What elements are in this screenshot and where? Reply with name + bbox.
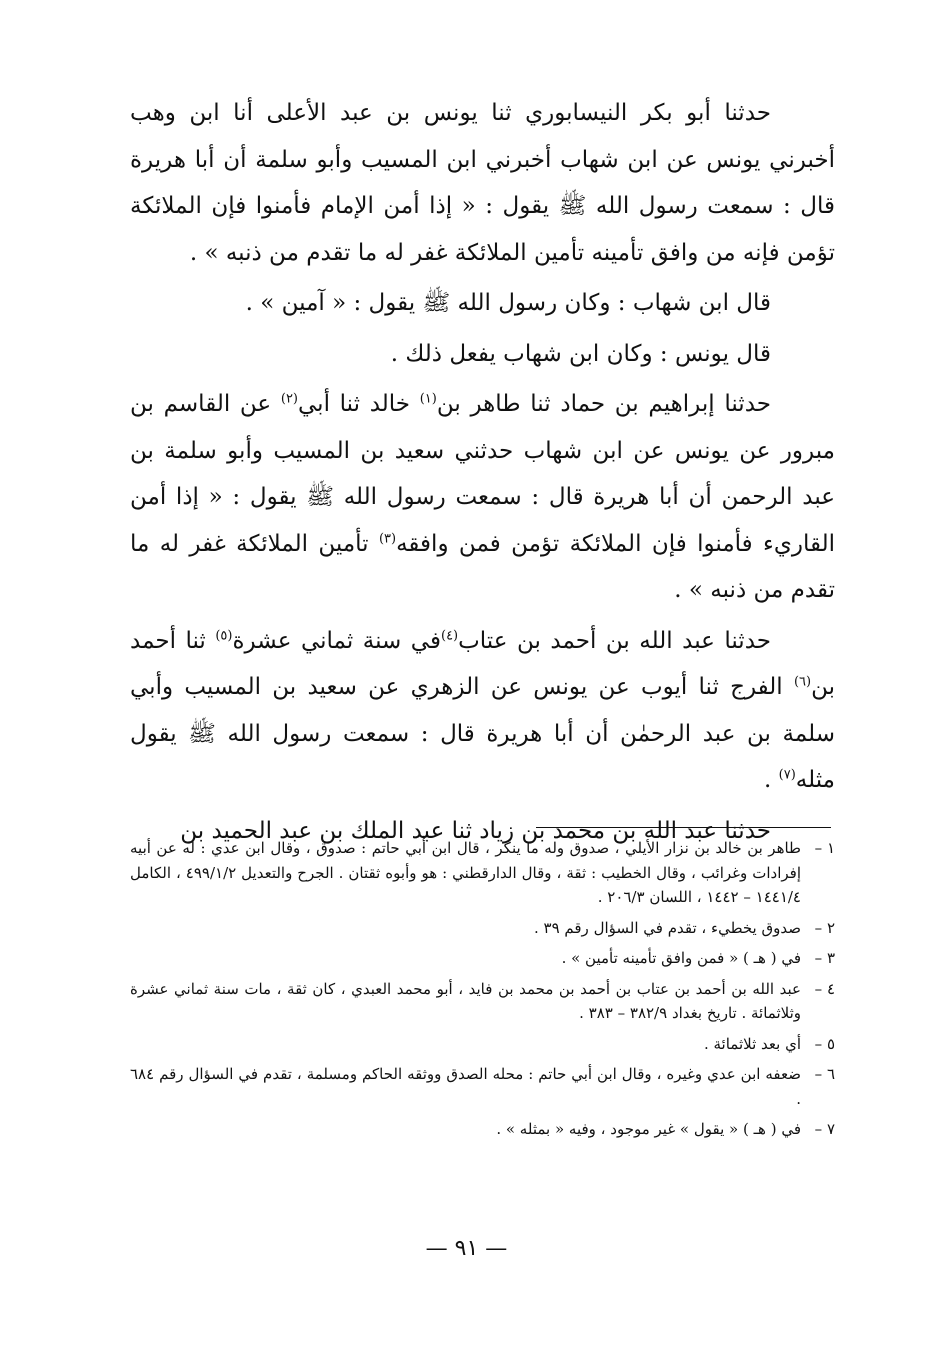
footnote-text: ضعفه ابن عدي وغيره ، وقال ابن أبي حاتم : محله الصدق ووثقه الحاكم ومسلمة ، تقدم في السؤال رقم ٦٨٤ .	[130, 1065, 801, 1108]
footnote-ref-2: (٢)	[280, 391, 298, 407]
footnote-ref-3: (٣)	[378, 530, 397, 546]
main-text	[130, 90, 835, 858]
paragraph-4-text: خالد ثنا أبي	[298, 391, 420, 417]
paragraph-4	[130, 381, 835, 614]
footnote-ref-7: (٧)	[778, 767, 796, 783]
footnote-text: في ( هـ ) « فمن وافق تأمينه تأمين » .	[561, 949, 801, 967]
footnote-number: ٣ –	[814, 949, 835, 967]
paragraph-2: قال ابن شهاب : وكان رسول الله ﷺ يقول : « آمين » .	[245, 290, 771, 316]
paragraph-5-text: ثنا أحمد بن	[130, 627, 835, 700]
footnote-number: ٧ –	[814, 1120, 835, 1138]
footnote-3	[130, 946, 835, 971]
footnote-separator	[536, 827, 831, 828]
paragraph-5	[130, 618, 835, 804]
footnote-ref-4: (٤)	[440, 627, 459, 643]
paragraph-4-text: تأمين الملائكة غفر له ما تقدم من ذنبه » .	[130, 530, 835, 603]
paragraph-5-text: حدثنا عبد الله بن أحمد بن عتاب	[458, 627, 772, 654]
footnote-number: ١ –	[814, 839, 835, 857]
paragraph-5-text: .	[764, 767, 779, 793]
paragraph-1: حدثنا أبو بكر النيسابوري ثنا يونس بن عبد الأعلى أنا ابن وهب أخبرني يونس عن ابن شهاب أخبرني ابن المسيب وأبو سلمة أن أبا هريرة قال : سمعت رسول الله ﷺ يقول : « إذا أمن الإمام فأمنوا فإن الملائكة تؤمن فإنه من وافق تأمينه تأمين الملائكة غفر له ما تقدم من ذنبه » .	[130, 100, 835, 266]
paragraph-4-text: عن القاسم بن مبرور عن يونس عن ابن شهاب حدثني سعيد بن المسيب وأبو سلمة بن عبد الرحمن أن أبا هريرة قال : سمعت رسول الله ﷺ يقول : « إذا أمن القاريء فأمنوا فإن الملائكة تؤمن فمن وافقه	[130, 391, 835, 557]
footnote-ref-5: (٥)	[215, 627, 233, 643]
page-number: — ٩١ —	[425, 1236, 508, 1261]
footnote-number: ٥ –	[814, 1034, 835, 1053]
footnote-7	[130, 1117, 835, 1142]
footnote-number: ٤ –	[814, 979, 835, 998]
footnote-1	[130, 836, 835, 910]
footnote-text: عبد الله بن أحمد بن عتاب بن أحمد بن محمد بن فايد ، أبو محمد العبدي ، كان ثقة ، مات سنة ثماني عشرة وثلاثمائة . تاريخ بغداد ٣٨٢/٩ – ٣٨٣ .	[130, 979, 801, 1022]
footnote-number: ٦ –	[814, 1065, 835, 1083]
footnote-text: أي بعد ثلاثمائة .	[703, 1034, 801, 1053]
footnote-4	[130, 977, 835, 1026]
footnote-ref-6: (٦)	[793, 674, 812, 690]
footnote-text: صدوق يخطيء ، تقدم في السؤال رقم ٣٩ .	[533, 918, 801, 937]
paragraph-5-text: في سنة ثماني عشرة	[232, 627, 441, 654]
footnote-number: ٢ –	[814, 918, 835, 937]
footnote-text: في ( هـ ) « يقول » غير موجود ، وفيه « بمثله » .	[496, 1120, 801, 1138]
paragraph-5-text: الفرج ثنا أيوب عن يونس عن الزهري عن سعيد بن المسيب وأبي سلمة بن عبد الرحمٰن أن أبا هريرة قال : سمعت رسول الله ﷺ يقول مثله	[130, 674, 835, 793]
footnote-6	[130, 1062, 835, 1111]
footnote-5	[130, 1032, 835, 1057]
footnotes	[130, 836, 835, 1148]
paragraph-3: قال يونس : وكان ابن شهاب يفعل ذلك .	[390, 340, 771, 367]
footnote-ref-1: (١)	[419, 391, 437, 407]
paragraph-4-text: حدثنا إبراهيم بن حماد ثنا طاهر بن	[436, 391, 771, 417]
footnote-2	[130, 916, 835, 941]
paragraph-6: حدثنا عبد الله بن محمد بن زياد ثنا عبد الملك بن عبد الحميد بن	[180, 817, 771, 844]
footnote-text: طاهر بن خالد بن نزار الأيلي ، صدوق وله ما ينكر ، قال ابن أبي حاتم : صدوق ، وقال ابن عدي : له عن أبيه إفرادات وغرائب ، وقال الخطيب : ثقة ، وقال الدارقطني : هو وأبوه ثقتان . الجرح والتعديل ٤٩٩/١/٢ ، الكامل ١٤٤١/٤ – ١٤٤٢ ، اللسان ٢٠٦/٣ .	[130, 839, 801, 906]
